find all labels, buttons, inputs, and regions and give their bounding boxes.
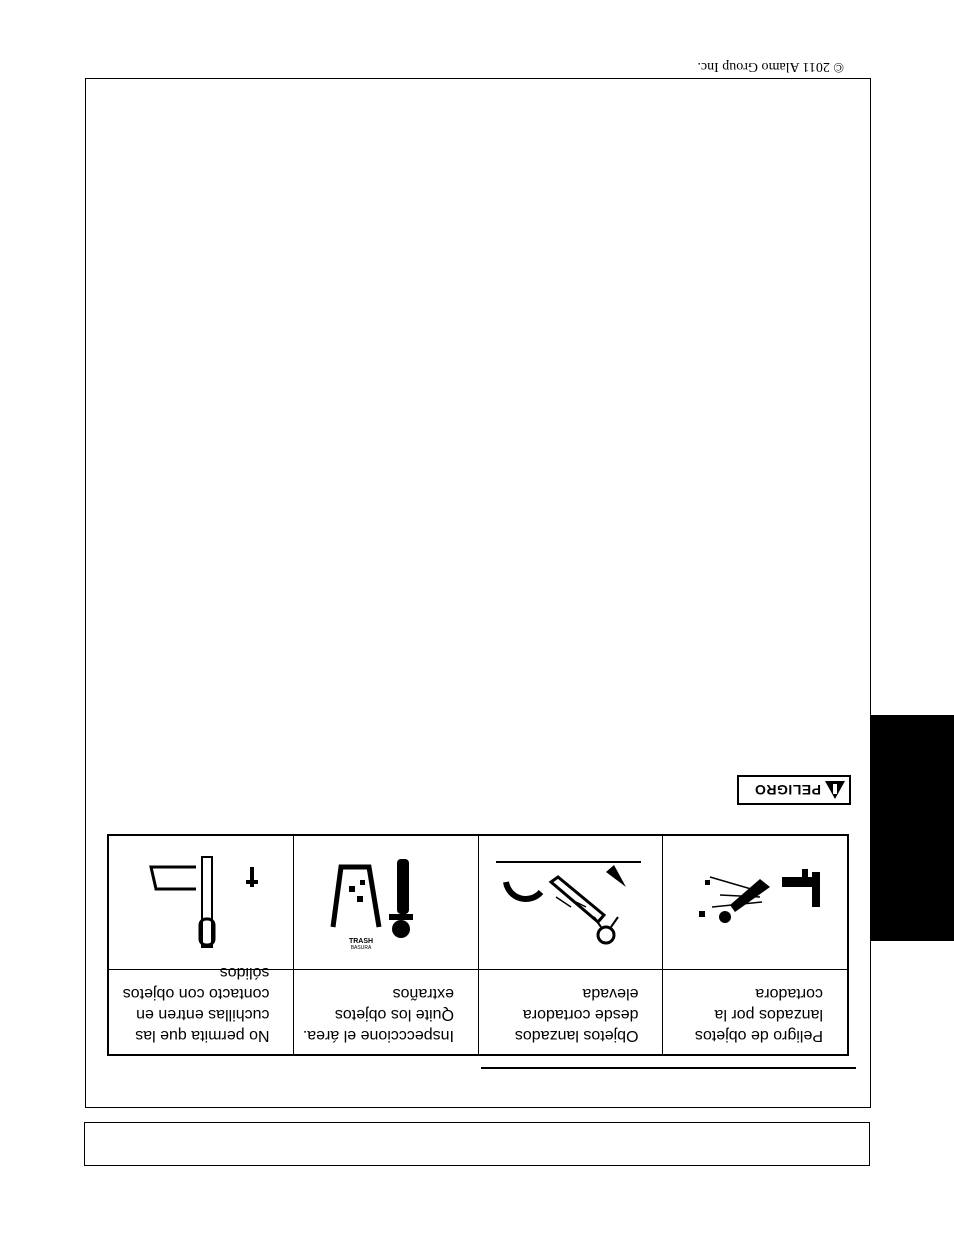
danger-label	[737, 775, 851, 805]
hazard-text-1: Peligro de objetos lanzados por la cortadora	[663, 969, 848, 1054]
danger-label-text: PELIGRO	[754, 782, 821, 798]
section-rule	[481, 1067, 856, 1069]
hazard-text-4: No permita que las cuchillas entren en contacto con objetos sólidos	[109, 969, 294, 1054]
warning-triangle-icon	[825, 781, 845, 799]
basura-label: BASURA	[350, 945, 372, 952]
raised-mower-icon	[478, 836, 663, 969]
blade-contact-icon	[109, 836, 294, 969]
section-tab	[870, 715, 954, 941]
hazard-table	[107, 834, 849, 1056]
trash-label: TRASH	[349, 938, 374, 946]
inspect-area-icon	[294, 836, 479, 969]
hazard-text-2: Objetos lanzados desde cortadora elevada	[478, 969, 663, 1054]
footer-frame	[84, 1122, 870, 1166]
hazard-text-3: Inspecccione el área. Quite los objetos extraños	[294, 969, 479, 1054]
copyright-notice: © 2011 Alamo Group Inc.	[697, 59, 844, 74]
thrown-objects-icon	[663, 836, 848, 969]
